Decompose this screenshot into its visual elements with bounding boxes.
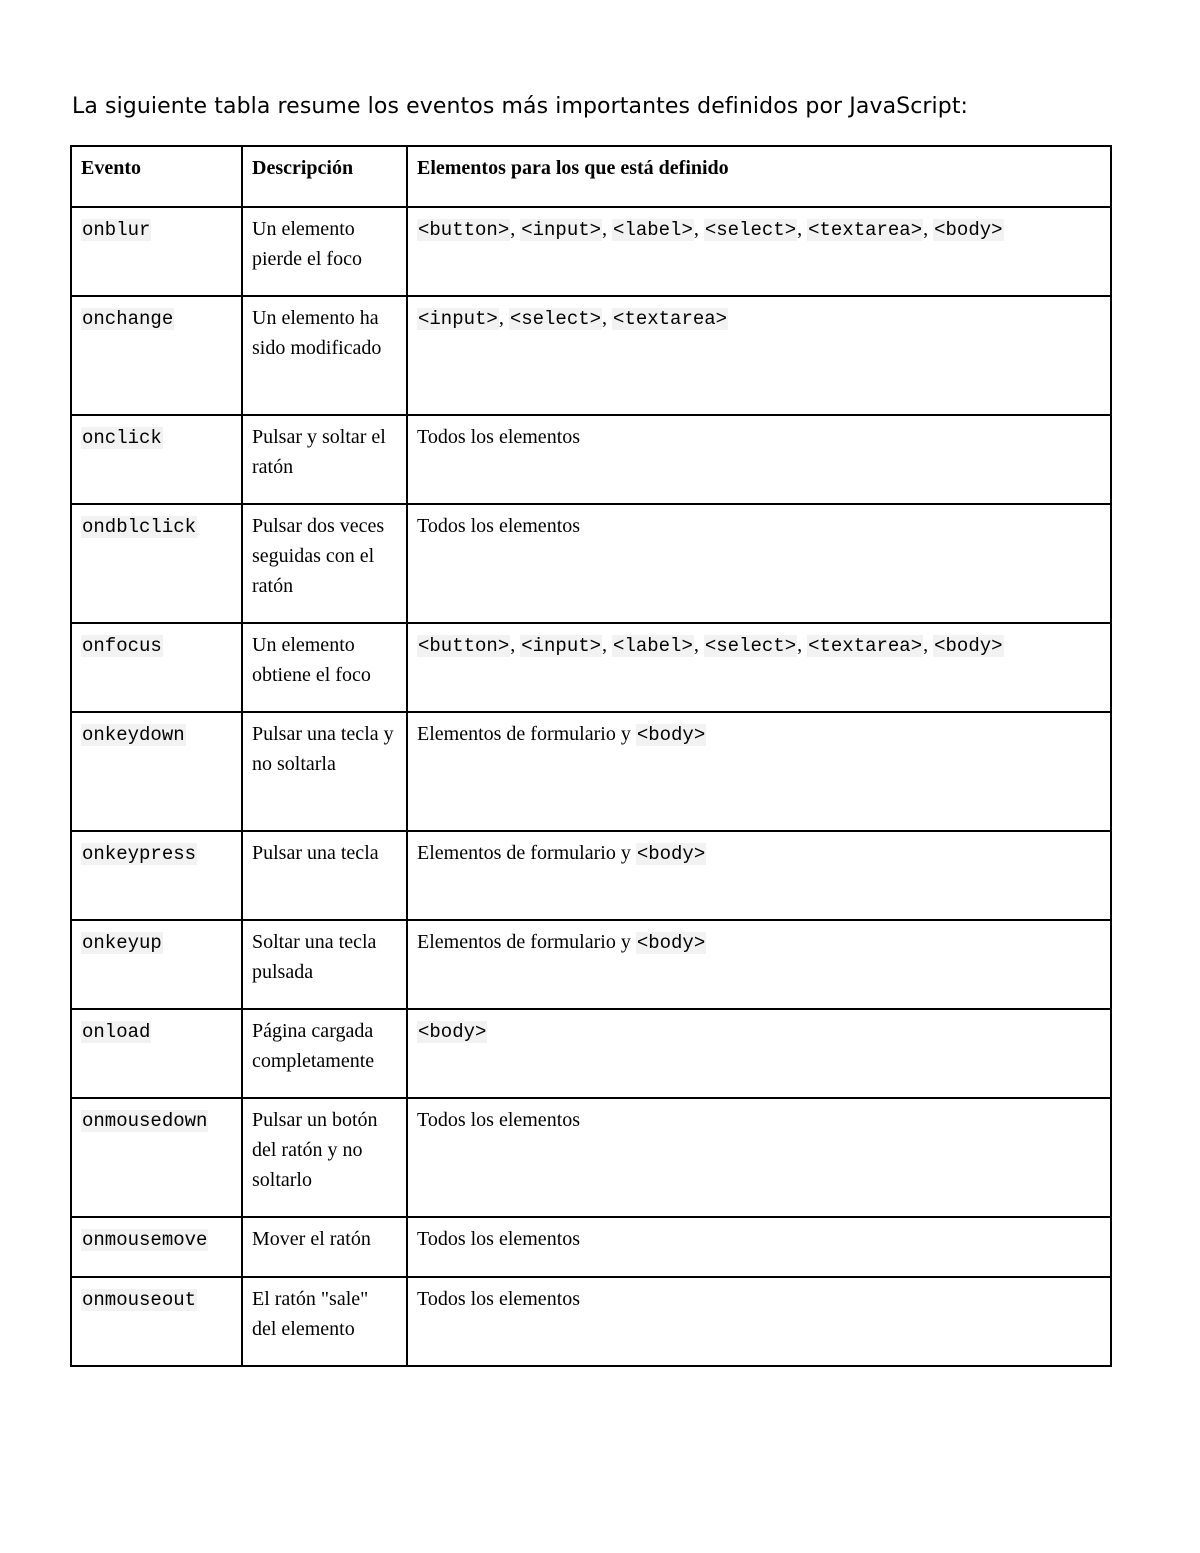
event-name-cell	[71, 712, 242, 831]
event-name: onmousedown	[82, 1110, 208, 1132]
element-text: Todos los elementos	[417, 1228, 581, 1250]
events-table	[70, 145, 1112, 1367]
event-name-cell	[71, 1217, 242, 1277]
element-tag: <label>	[613, 635, 693, 657]
element-text: ,	[602, 634, 613, 656]
element-text: Todos los elementos	[417, 1109, 581, 1131]
event-name-cell	[71, 296, 242, 415]
event-elements	[407, 1009, 1111, 1098]
table-row	[71, 712, 1111, 831]
table-row	[71, 623, 1111, 712]
event-elements	[407, 415, 1111, 504]
table-row	[71, 415, 1111, 504]
table-row	[71, 1009, 1111, 1098]
element-tag: <textarea>	[613, 308, 728, 330]
event-name: onkeydown	[82, 724, 185, 746]
table-row	[71, 296, 1111, 415]
element-text: ,	[693, 218, 704, 240]
event-description: Un elemento pierde el foco	[242, 207, 407, 296]
event-elements	[407, 504, 1111, 623]
element-text: ,	[510, 218, 521, 240]
event-name-cell	[71, 831, 242, 920]
event-description: Un elemento ha sido modificado	[242, 296, 407, 415]
event-description: Soltar una tecla pulsada	[242, 920, 407, 1009]
event-name-cell	[71, 623, 242, 712]
table-body	[71, 207, 1111, 1366]
event-elements	[407, 207, 1111, 296]
element-text: ,	[602, 218, 613, 240]
event-elements	[407, 1098, 1111, 1217]
table-row	[71, 1217, 1111, 1277]
event-description: Pulsar una tecla y no soltarla	[242, 712, 407, 831]
element-text: Elementos de formulario y	[417, 931, 636, 953]
element-text: Todos los elementos	[417, 426, 581, 448]
event-description: El ratón "sale" del elemento	[242, 1277, 407, 1366]
event-elements	[407, 1217, 1111, 1277]
element-tag: <button>	[418, 635, 510, 657]
table-row	[71, 207, 1111, 296]
event-elements	[407, 623, 1111, 712]
element-text: Elementos de formulario y	[417, 723, 636, 745]
event-description: Pulsar una tecla	[242, 831, 407, 920]
event-name-cell	[71, 415, 242, 504]
event-name: onkeypress	[82, 843, 197, 865]
table-row	[71, 920, 1111, 1009]
element-text: Todos los elementos	[417, 1288, 581, 1310]
element-text: ,	[923, 634, 934, 656]
event-elements	[407, 920, 1111, 1009]
table-row	[71, 1277, 1111, 1366]
intro-paragraph: La siguiente tabla resume los eventos más importantes definidos por JavaScript:	[72, 94, 969, 119]
element-tag: <input>	[521, 219, 602, 241]
event-description: Pulsar dos veces seguidas con el ratón	[242, 504, 407, 623]
event-elements	[407, 712, 1111, 831]
element-tag: <select>	[704, 635, 797, 657]
event-description: Pulsar un botón del ratón y no soltarlo	[242, 1098, 407, 1217]
event-name: ondblclick	[82, 516, 197, 538]
element-tag: <body>	[636, 724, 706, 746]
element-text: ,	[797, 634, 808, 656]
element-text: ,	[498, 307, 509, 329]
element-tag: <textarea>	[808, 635, 923, 657]
event-description: Página cargada completamente	[242, 1009, 407, 1098]
event-name: onmousemove	[82, 1229, 208, 1251]
event-name-cell	[71, 1277, 242, 1366]
element-tag: <body>	[418, 1021, 487, 1043]
event-name-cell	[71, 504, 242, 623]
event-name-cell	[71, 1009, 242, 1098]
event-name: onload	[82, 1021, 151, 1043]
event-elements	[407, 1277, 1111, 1366]
element-tag: <select>	[509, 308, 602, 330]
event-name: onclick	[82, 427, 162, 449]
event-name: onfocus	[82, 635, 162, 657]
table-row	[71, 1098, 1111, 1217]
event-name: onkeyup	[82, 932, 162, 954]
header-evento: Evento	[71, 146, 242, 207]
header-elementos: Elementos para los que está definido	[407, 146, 1111, 207]
event-name: onmouseout	[82, 1289, 197, 1311]
table-row	[71, 504, 1111, 623]
element-tag: <select>	[704, 219, 797, 241]
element-tag: <textarea>	[808, 219, 923, 241]
event-name-cell	[71, 1098, 242, 1217]
event-name: onblur	[82, 219, 151, 241]
element-text: ,	[797, 218, 808, 240]
event-name-cell	[71, 920, 242, 1009]
event-description: Un elemento obtiene el foco	[242, 623, 407, 712]
element-text: ,	[923, 218, 934, 240]
element-tag: <label>	[613, 219, 693, 241]
event-description: Mover el ratón	[242, 1217, 407, 1277]
element-tag: <body>	[934, 635, 1003, 657]
header-descripcion: Descripción	[242, 146, 407, 207]
element-text: ,	[510, 634, 521, 656]
element-tag: <button>	[418, 219, 510, 241]
element-tag: <input>	[521, 635, 602, 657]
event-elements	[407, 296, 1111, 415]
table-header-row	[71, 146, 1111, 207]
element-text: Elementos de formulario y	[417, 842, 636, 864]
element-text: ,	[693, 634, 704, 656]
element-tag: <body>	[934, 219, 1003, 241]
element-tag: <body>	[636, 843, 706, 865]
event-elements	[407, 831, 1111, 920]
element-tag: <body>	[636, 932, 706, 954]
element-text: ,	[602, 307, 613, 329]
table-row	[71, 831, 1111, 920]
event-description: Pulsar y soltar el ratón	[242, 415, 407, 504]
element-tag: <input>	[418, 308, 498, 330]
event-name: onchange	[82, 308, 174, 330]
event-name-cell	[71, 207, 242, 296]
element-text: Todos los elementos	[417, 515, 581, 537]
